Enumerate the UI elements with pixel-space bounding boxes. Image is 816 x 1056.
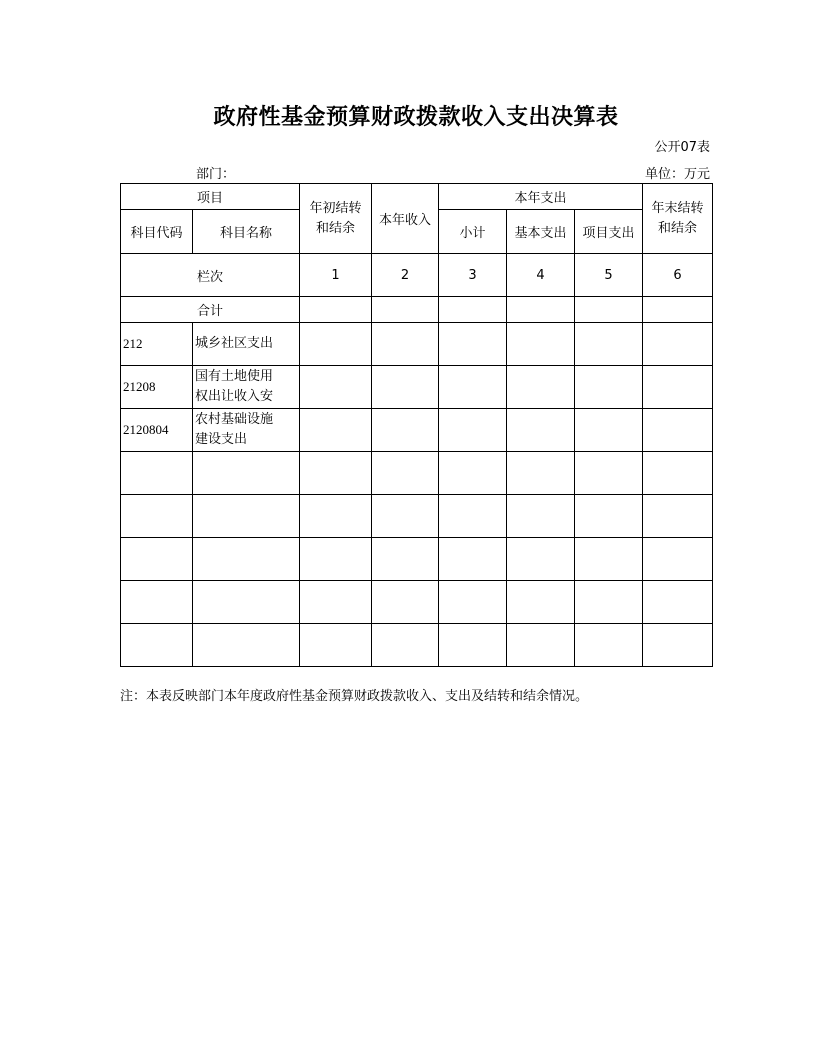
- header-annual-income: 本年收入: [372, 184, 439, 254]
- header-subtotal: 小计: [439, 210, 507, 254]
- subject-name-text: 国有土地使用权出让收入安: [195, 369, 274, 404]
- empty-cell: [643, 624, 713, 667]
- empty-row: [121, 624, 713, 667]
- value-cell: [575, 366, 643, 409]
- header-subject-name: 科目名称: [193, 210, 300, 254]
- empty-cell: [643, 538, 713, 581]
- column-number-label: 栏次: [121, 254, 300, 297]
- subject-code: 212: [121, 323, 193, 366]
- column-number: 3: [439, 254, 507, 297]
- header-project: 项目: [121, 184, 300, 210]
- value-cell: [300, 366, 372, 409]
- empty-cell: [507, 495, 575, 538]
- empty-cell: [121, 452, 193, 495]
- empty-cell: [372, 495, 439, 538]
- empty-cell: [643, 495, 713, 538]
- total-cell: [643, 297, 713, 323]
- empty-cell: [439, 495, 507, 538]
- empty-cell: [575, 624, 643, 667]
- empty-cell: [643, 581, 713, 624]
- column-number: 6: [643, 254, 713, 297]
- empty-cell: [372, 452, 439, 495]
- header-annual-expense: 本年支出: [439, 184, 643, 210]
- empty-cell: [121, 538, 193, 581]
- empty-cell: [300, 581, 372, 624]
- table-note: 注：本表反映部门本年度政府性基金预算财政拨款收入、支出及结转和结余情况。: [120, 689, 589, 704]
- total-cell: [507, 297, 575, 323]
- total-cell: [575, 297, 643, 323]
- empty-cell: [121, 495, 193, 538]
- form-number: 公开07表: [654, 140, 710, 155]
- value-cell: [643, 366, 713, 409]
- empty-cell: [372, 624, 439, 667]
- empty-cell: [193, 452, 300, 495]
- value-cell: [372, 366, 439, 409]
- total-cell: [439, 297, 507, 323]
- empty-cell: [439, 538, 507, 581]
- empty-cell: [439, 452, 507, 495]
- empty-cell: [300, 495, 372, 538]
- value-cell: [575, 409, 643, 452]
- subject-name: [193, 409, 300, 452]
- column-number: 4: [507, 254, 575, 297]
- empty-cell: [575, 581, 643, 624]
- empty-cell: [575, 452, 643, 495]
- budget-table: [120, 183, 713, 667]
- empty-cell: [193, 624, 300, 667]
- value-cell: [439, 409, 507, 452]
- subject-name-text: 农村基础设施建设支出: [195, 412, 274, 447]
- value-cell: [372, 409, 439, 452]
- empty-cell: [372, 581, 439, 624]
- header-opening-balance: [300, 184, 372, 254]
- value-cell: [507, 323, 575, 366]
- empty-cell: [643, 452, 713, 495]
- empty-cell: [507, 452, 575, 495]
- value-cell: [372, 323, 439, 366]
- column-number: 5: [575, 254, 643, 297]
- empty-cell: [193, 495, 300, 538]
- empty-cell: [372, 538, 439, 581]
- empty-cell: [121, 624, 193, 667]
- empty-cell: [507, 581, 575, 624]
- value-cell: [439, 366, 507, 409]
- value-cell: [507, 366, 575, 409]
- empty-row: [121, 452, 713, 495]
- header-closing-balance: [643, 184, 713, 254]
- value-cell: [439, 323, 507, 366]
- table-row: [121, 366, 713, 409]
- empty-cell: [575, 495, 643, 538]
- table-row: [121, 323, 713, 366]
- subject-code: 2120804: [121, 409, 193, 452]
- page-title: 政府性基金预算财政拨款收入支出决算表: [213, 105, 619, 130]
- header-closing-balance-text: 年末结转和结余: [651, 200, 704, 236]
- header-subject-code: 科目代码: [121, 210, 193, 254]
- total-cell: [300, 297, 372, 323]
- empty-cell: [507, 624, 575, 667]
- empty-cell: [193, 538, 300, 581]
- value-cell: [643, 323, 713, 366]
- unit-label: 单位：万元: [644, 167, 710, 182]
- value-cell: [507, 409, 575, 452]
- value-cell: [575, 323, 643, 366]
- empty-row: [121, 538, 713, 581]
- empty-cell: [575, 538, 643, 581]
- empty-cell: [300, 624, 372, 667]
- column-number: 1: [300, 254, 372, 297]
- column-number: 2: [372, 254, 439, 297]
- empty-cell: [439, 624, 507, 667]
- value-cell: [643, 409, 713, 452]
- table-row: [121, 409, 713, 452]
- empty-cell: [300, 452, 372, 495]
- subject-code: 21208: [121, 366, 193, 409]
- empty-cell: [300, 538, 372, 581]
- header-basic-expense: 基本支出: [507, 210, 575, 254]
- empty-cell: [121, 581, 193, 624]
- total-cell: [372, 297, 439, 323]
- subject-name: [193, 366, 300, 409]
- empty-row: [121, 581, 713, 624]
- empty-cell: [507, 538, 575, 581]
- department-label: 部门：: [196, 167, 236, 182]
- value-cell: [300, 409, 372, 452]
- header-opening-balance-text: 年初结转和结余: [309, 200, 362, 236]
- total-label: 合计: [121, 297, 300, 323]
- empty-cell: [439, 581, 507, 624]
- subject-name: 城乡社区支出: [193, 323, 300, 366]
- empty-row: [121, 495, 713, 538]
- empty-cell: [193, 581, 300, 624]
- value-cell: [300, 323, 372, 366]
- header-project-expense: 项目支出: [575, 210, 643, 254]
